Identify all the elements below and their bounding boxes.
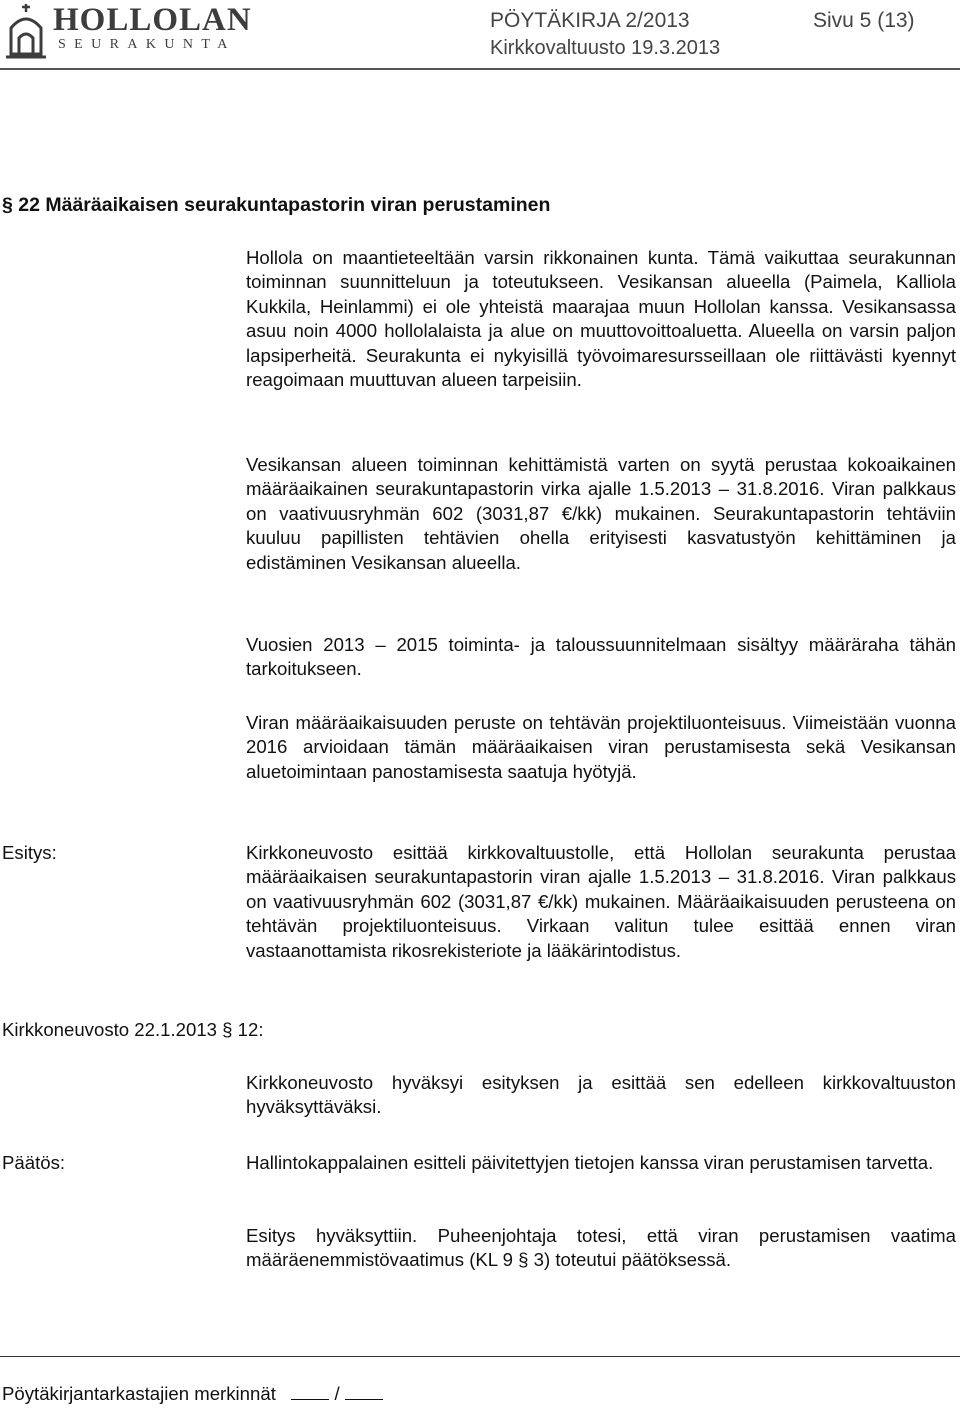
page-header	[0, 0, 960, 70]
org-subtitle: SEURAKUNTA	[58, 37, 236, 52]
section-heading	[2, 194, 550, 217]
decision-label: Päätös:	[2, 1152, 66, 1173]
board-label: Kirkkoneuvosto 22.1.2013 § 12:	[2, 1019, 264, 1040]
proposal-text: Kirkkoneuvosto esittää kirkkovaltuustolle, että Hollolan seurakunta perustaa määräaikaisen seurakuntapastorin viran ajalle 1.5.2013 – 31.8.2016. Viran palkkaus on vaativuusryhmän 602 (3031,87 €/kk) mukainen. Määräaikaisuuden perusteena on tehtävän projektiluonteisuus. Virkaan valitun tulee esittää ennen viran vastaanottamista rikosrekisteriote ja lääkärintodistus.	[246, 842, 956, 961]
justification-paragraph: Viran määräaikaisuuden peruste on tehtävän projektiluonteisuus. Viimeistään vuonna 2016 arvioidaan tämän määräaikaisen viran perustamisesta sekä Vesikansan aluetoimintaan panostamisesta saatuja hyötyjä.	[246, 712, 956, 782]
page-footer	[2, 1383, 383, 1405]
church-emblem-icon	[3, 2, 49, 60]
decision-approval-text: Esitys hyväksyttiin. Puheenjohtaja totesi, että viran perustamisen vaatima määräenemmistövaatimus (KL 9 § 3) toteutui päätöksessä.	[246, 1225, 956, 1271]
decision-text: Hallintokappalainen esitteli päivitettyjen tietojen kanssa viran perustamisen tarvetta.	[246, 1152, 934, 1173]
section-number: § 22	[2, 194, 40, 216]
document-title: PÖYTÄKIRJA 2/2013	[490, 9, 690, 32]
inspectors-label: Pöytäkirjantarkastajien merkinnät	[2, 1383, 276, 1404]
page-number: Sivu 5 (13)	[813, 9, 915, 32]
position-paragraph: Vesikansan alueen toiminnan kehittämistä varten on syytä perustaa kokoaikainen määräaikainen seurakuntapastorin virka ajalle 1.5.2013 – 31.8.2016. Viran palkkaus on vaativuusryhmän 602 (3031,87 €/kk) mukainen. Seurakuntapastorin tehtäviin kuuluu papillisten tehtävien ohella erityisesti kasvatustyön kehittäminen ja edistäminen Vesikansan alueella.	[246, 454, 956, 573]
board-text: Kirkkoneuvosto hyväksyi esityksen ja esittää sen edelleen kirkkovaltuuston hyväksyttäväksi.	[246, 1072, 956, 1118]
background-paragraph: Hollola on maantieteeltään varsin rikkonainen kunta. Tämä vaikuttaa seurakunnan toiminnan suunnitteluun ja toteutukseen. Vesikansan alueella (Paimela, Kalliola Kukkila, Heinlammi) ei ole yhteistä maarajaa muun Hollolan kanssa. Vesikansassa asuu noin 4000 hollolalaista ja alue on muuttovoittoaluetta. Alueella on varsin paljon lapsiperheitä. Seurakunta ei nykyisillä työvoimaresursseillaan ole riittävästi kyennyt reagoimaan muuttuvan alueen tarpeisiin.	[246, 247, 956, 391]
inspector-initials-field-1[interactable]	[291, 1385, 329, 1400]
budget-paragraph: Vuosien 2013 – 2015 toiminta- ja taloussuunnitelmaan sisältyy määräraha tähän tarkoitukseen.	[246, 634, 956, 680]
proposal-label: Esitys:	[2, 842, 57, 863]
header-divider	[0, 68, 960, 70]
footer-divider	[0, 1356, 960, 1357]
parish-logo	[3, 2, 283, 60]
initials-separator: /	[334, 1383, 340, 1404]
meeting-name: Kirkkovaltuusto 19.3.2013	[490, 37, 721, 59]
org-name: HOLLOLAN	[53, 2, 252, 38]
section-title: Määräaikaisen seurakuntapastorin viran perustaminen	[45, 194, 551, 216]
inspector-initials-field-2[interactable]	[345, 1385, 383, 1400]
